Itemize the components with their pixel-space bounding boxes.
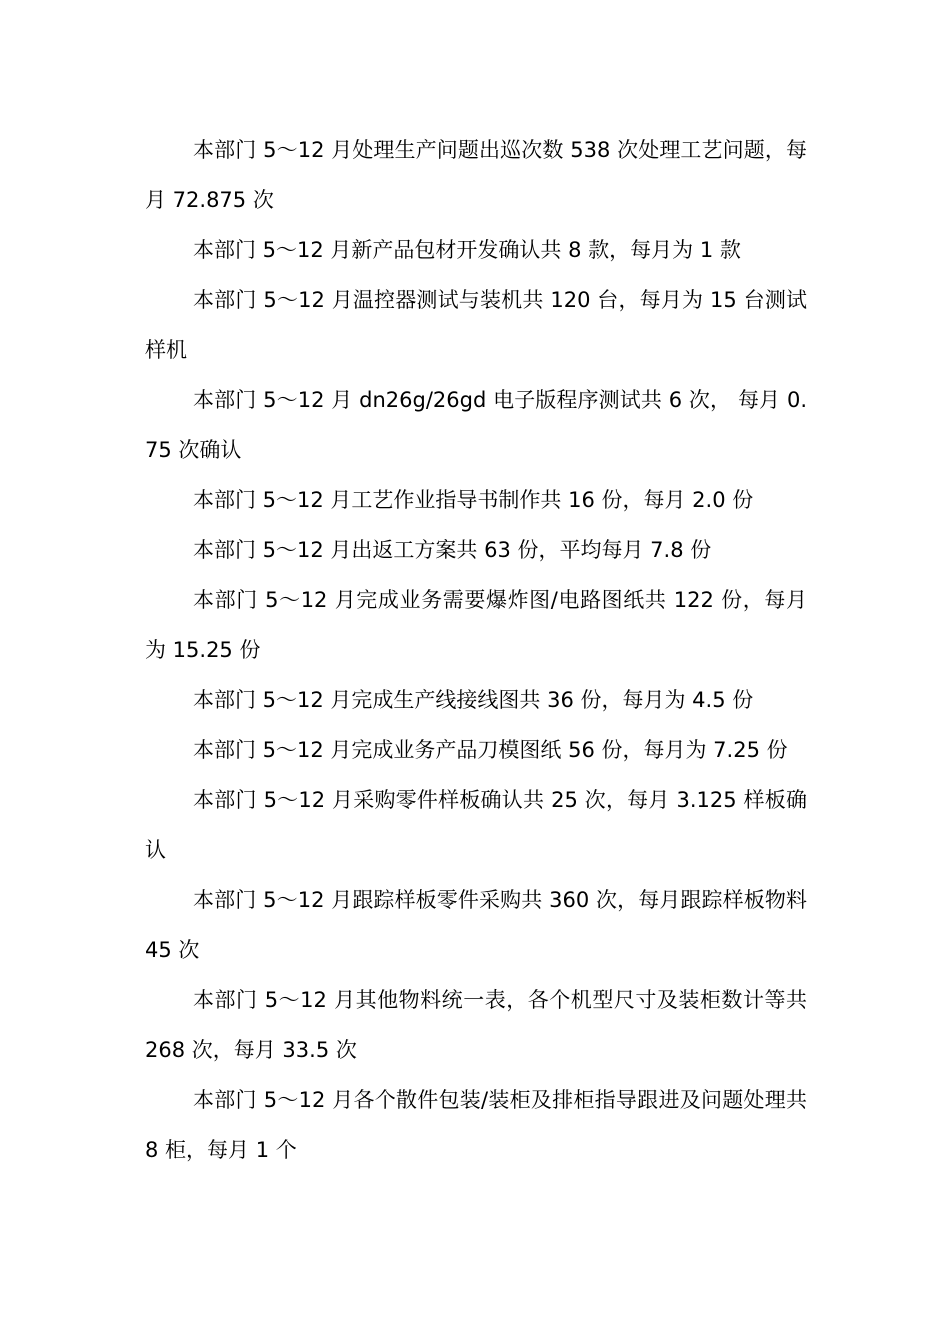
document-body <box>145 125 807 1175</box>
paragraph: 本部门 5～12 月各个散件包装/装柜及排柜指导跟进及问题处理共 8 柜，每月 1 个 <box>145 1088 807 1162</box>
paragraph: 本部门 5～12 月完成生产线接线图共 36 份，每月为 4.5 份 <box>193 688 754 712</box>
paragraph: 本部门 5～12 月其他物料统一表，各个机型尺寸及装柜数计等共 268 次，每月 33.5 次 <box>145 988 807 1062</box>
paragraph: 本部门 5～12 月新产品包材开发确认共 8 款，每月为 1 款 <box>193 238 741 262</box>
paragraph: 本部门 5～12 月处理生产问题出巡次数 538 次处理工艺问题，每月 72.875 次 <box>145 138 807 212</box>
paragraph: 本部门 5～12 月出返工方案共 63 份，平均每月 7.8 份 <box>193 538 712 562</box>
paragraph: 本部门 5～12 月工艺作业指导书制作共 16 份，每月 2.0 份 <box>193 488 754 512</box>
paragraph: 本部门 5～12 月温控器测试与装机共 120 台，每月为 15 台测试样机 <box>145 288 807 362</box>
paragraph: 本部门 5～12 月完成业务需要爆炸图/电路图纸共 122 份，每月为 15.25 份 <box>145 588 807 662</box>
paragraph: 本部门 5～12 月 dn26g/26gd 电子版程序测试共 6 次， 每月 0.75 次确认 <box>145 388 807 462</box>
paragraph: 本部门 5～12 月跟踪样板零件采购共 360 次，每月跟踪样板物料 45 次 <box>145 888 807 962</box>
paragraph: 本部门 5～12 月采购零件样板确认共 25 次，每月 3.125 样板确认 <box>145 788 807 862</box>
paragraph: 本部门 5～12 月完成业务产品刀模图纸 56 份，每月为 7.25 份 <box>193 738 788 762</box>
